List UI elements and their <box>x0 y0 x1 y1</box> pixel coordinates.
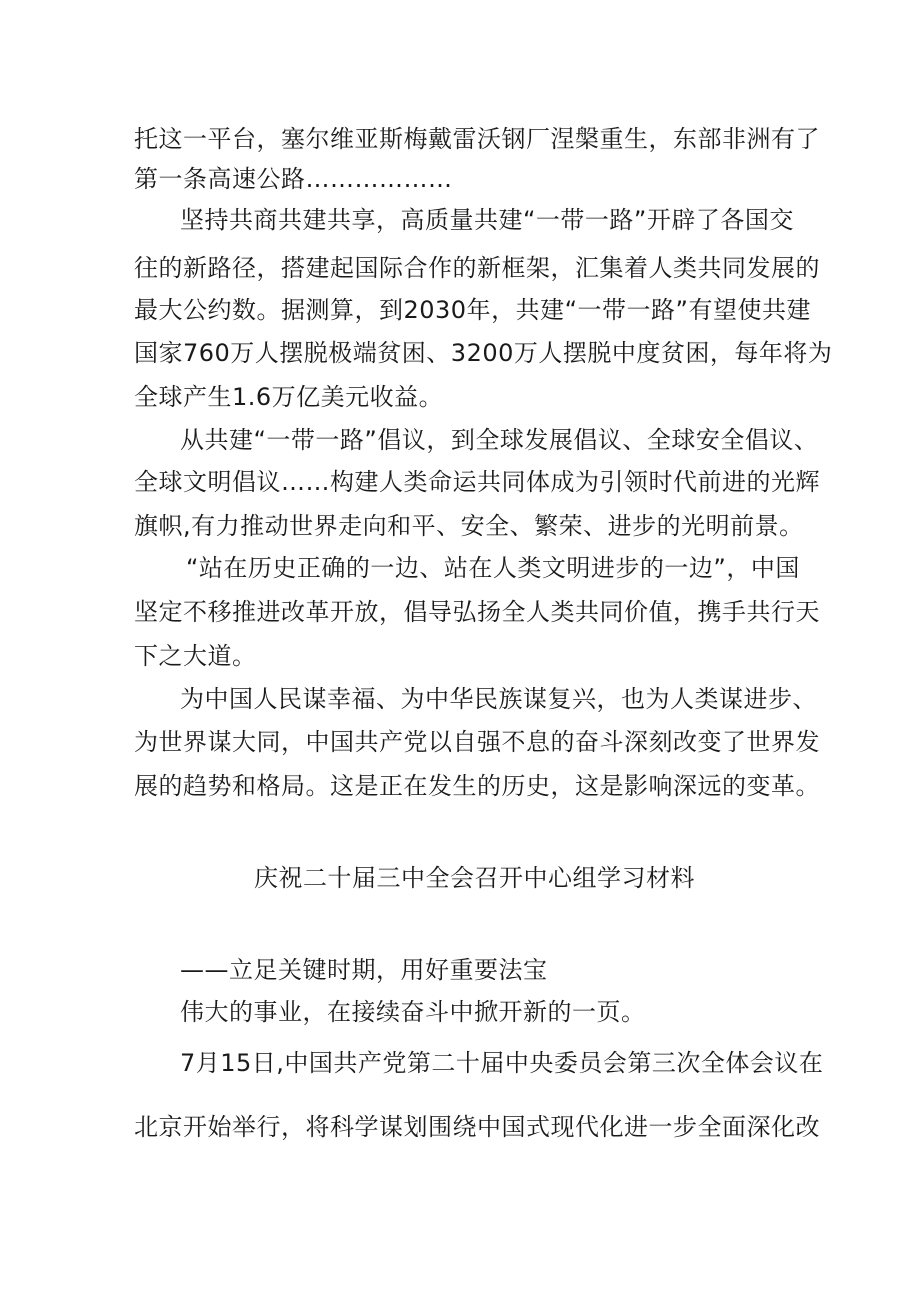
text-line-2: 第一条高速公路……………… <box>134 165 453 193</box>
text-line-19: 伟大的事业，在接续奋斗中掀开新的一页。 <box>180 998 646 1026</box>
text-line-4: 往的新路径，搭建起国际合作的新框架，汇集着人类共同发展的 <box>134 254 820 282</box>
text-line-8: 从共建“一带一路”倡议，到全球发展倡议、全球安全倡议、 <box>180 426 819 454</box>
text-line-1: 托这一平台，塞尔维亚斯梅戴雷沃钢厂涅槃重生，东部非洲有了 <box>134 125 820 153</box>
section-subtitle: ——立足关键时期，用好重要法宝 <box>180 956 548 984</box>
text-line-10: 旗帜,有力推动世界走向和平、安全、繁荣、进步的光明前景。 <box>134 512 804 540</box>
text-line-14: 为中国人民谋幸福、为中华民族谋复兴，也为人类谋进步、 <box>180 685 817 713</box>
text-line-5: 最大公约数。据测算，到2030年，共建“一带一路”有望使共建 <box>134 296 811 324</box>
text-line-13: 下之大道。 <box>134 642 257 670</box>
text-line-7: 全球产生1.6万亿美元收益。 <box>134 383 444 411</box>
text-line-20: 7月15日,中国共产党第二十届中央委员会第三次全体会议在 <box>180 1049 824 1077</box>
section-title: 庆祝二十届三中全会召开中心组学习材料 <box>254 864 695 892</box>
text-line-15: 为世界谋大同，中国共产党以自强不息的奋斗深刻改变了世界发 <box>134 728 820 756</box>
text-line-6: 国家760万人摆脱极端贫困、3200万人摆脱中度贫困，每年将为 <box>134 339 833 367</box>
text-line-3: 坚持共商共建共享，高质量共建“一带一路”开辟了各国交 <box>180 206 794 234</box>
text-line-12: 坚定不移推进改革开放，倡导弘扬全人类共同价值，携手共行天 <box>134 598 820 626</box>
text-line-16: 展的趋势和格局。这是正在发生的历史，这是影响深远的变革。 <box>134 772 820 800</box>
text-line-9: 全球文明倡议……构建人类命运共同体成为引领时代前进的光辉 <box>134 468 820 496</box>
text-line-21: 北京开始举行，将科学谋划围绕中国式现代化进一步全面深化改 <box>134 1113 820 1141</box>
text-line-11: “站在历史正确的一边、站在人类文明进步的一边”，中国 <box>186 554 800 582</box>
